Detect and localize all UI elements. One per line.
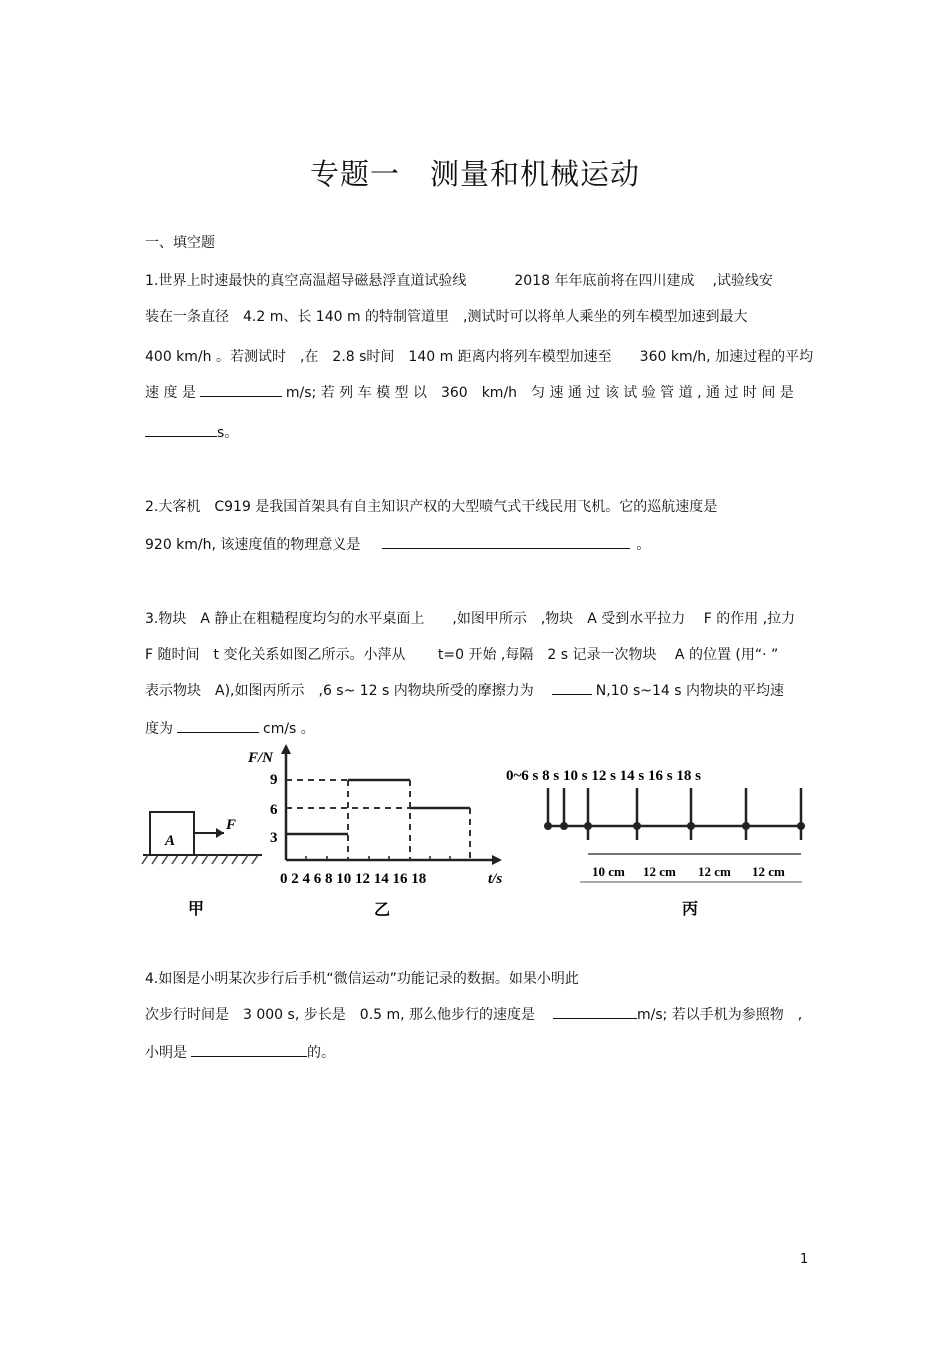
caption-yi: 乙 xyxy=(374,902,391,919)
answer-blank[interactable] xyxy=(200,382,282,397)
q3-text: cm/s 。 xyxy=(263,721,315,737)
span-label: 12 cm xyxy=(752,864,785,879)
q3-line-2: F 随时间 t 变化关系如图乙所示。小萍从 t=0 开始 ,每隔 2 s 记录一次物块 A 的位置 (用“· ” xyxy=(145,647,779,663)
q1-text: 2018 年年底前将在四川建成 xyxy=(514,273,695,289)
q2-text: 。 xyxy=(636,537,651,553)
y-tick: 9 xyxy=(270,772,278,788)
q1-line-5 xyxy=(145,422,238,442)
answer-blank[interactable] xyxy=(552,680,592,695)
page-number: 1 xyxy=(800,1252,809,1267)
q3-line-1: 3.物块 A 静止在粗糙程度均匀的水平桌面上 ,如图甲所示 ,物块 A 受到水平拉力 F 的作用 ,拉力 xyxy=(145,611,796,627)
figure-bing xyxy=(506,768,805,918)
span-label: 10 cm xyxy=(592,864,625,879)
y-tick: 6 xyxy=(270,802,278,818)
y-axis-label: F/N xyxy=(248,750,274,766)
q1-line-3: 400 km/h 。若测试时 ,在 2.8 s时间 140 m 距离内将列车模型加速至 360 km/h, 加速过程的平均 xyxy=(145,349,814,365)
q3-line-3 xyxy=(145,680,784,700)
answer-blank[interactable] xyxy=(191,1042,307,1057)
page-title: 专题一 测量和机械运动 xyxy=(309,157,640,191)
q3-text: 度为 xyxy=(145,721,173,737)
q4-text: 小明是 xyxy=(145,1045,187,1061)
q1-text: s。 xyxy=(217,425,239,441)
q4-text: 次步行时间是 3 000 s, 步长是 0.5 m, 那么他步行的速度是 xyxy=(145,1007,535,1023)
answer-blank[interactable] xyxy=(382,534,630,549)
force-label: F xyxy=(226,817,237,833)
q1-text: m/s; 若 列 车 模 型 以 360 km/h 匀 速 通 过 该 试 验 管 道 , 通 过 时 间 是 xyxy=(285,385,794,401)
answer-blank[interactable] xyxy=(145,422,217,437)
answer-blank[interactable] xyxy=(553,1004,637,1019)
figure-yi xyxy=(247,744,502,919)
q4-line-1: 4.如图是小明某次步行后手机“微信运动”功能记录的数据。如果小明此 xyxy=(145,971,579,987)
q4-text: m/s; 若以手机为参照物 , xyxy=(636,1007,803,1023)
q1-line-2: 装在一条直径 4.2 m、长 140 m 的特制管道里 ,测试时可以将单人乘坐的列车模型加速到最大 xyxy=(145,309,748,325)
q1-text: 速 度 是 xyxy=(145,385,196,401)
q2-line-1: 2.大客机 C919 是我国首架具有自主知识产权的大型喷气式干线民用飞机。它的巡航速度是 xyxy=(145,499,718,515)
q4-text: 的。 xyxy=(307,1045,335,1061)
q2-line-2 xyxy=(145,534,650,554)
q1-line-1 xyxy=(145,270,773,290)
time-labels: 0~6 s 8 s 10 s 12 s 14 s 16 s 18 s xyxy=(506,768,701,784)
block-label: A xyxy=(165,833,176,849)
x-ticks: 0 2 4 6 8 10 12 14 16 18 xyxy=(280,871,427,887)
q3-figure xyxy=(140,742,830,927)
caption-jia: 甲 xyxy=(188,901,205,918)
span-label: 12 cm xyxy=(643,864,676,879)
q2-text: 920 km/h, 该速度值的物理意义是 xyxy=(145,537,361,553)
q3-line-4 xyxy=(145,718,315,738)
q1-text: ,试验线安 xyxy=(712,273,773,289)
q4-line-3 xyxy=(145,1042,335,1062)
q1-line-4 xyxy=(145,382,794,402)
q3-text: N,10 s~14 s 内物块的平均速 xyxy=(595,683,785,699)
figure-jia xyxy=(142,812,262,918)
answer-blank[interactable] xyxy=(177,718,259,733)
section-heading: 一、填空题 xyxy=(145,235,215,251)
q1-text: 1.世界上时速最快的真空高温超导磁悬浮直道试验线 xyxy=(145,273,467,289)
y-tick: 3 xyxy=(270,830,278,846)
q4-line-2 xyxy=(145,1004,802,1024)
caption-bing: 丙 xyxy=(682,901,699,918)
x-axis-label: t/s xyxy=(488,871,503,887)
span-label: 12 cm xyxy=(698,864,731,879)
q3-text: 表示物块 A),如图丙所示 ,6 s~ 12 s 内物块所受的摩擦力为 xyxy=(145,683,534,699)
